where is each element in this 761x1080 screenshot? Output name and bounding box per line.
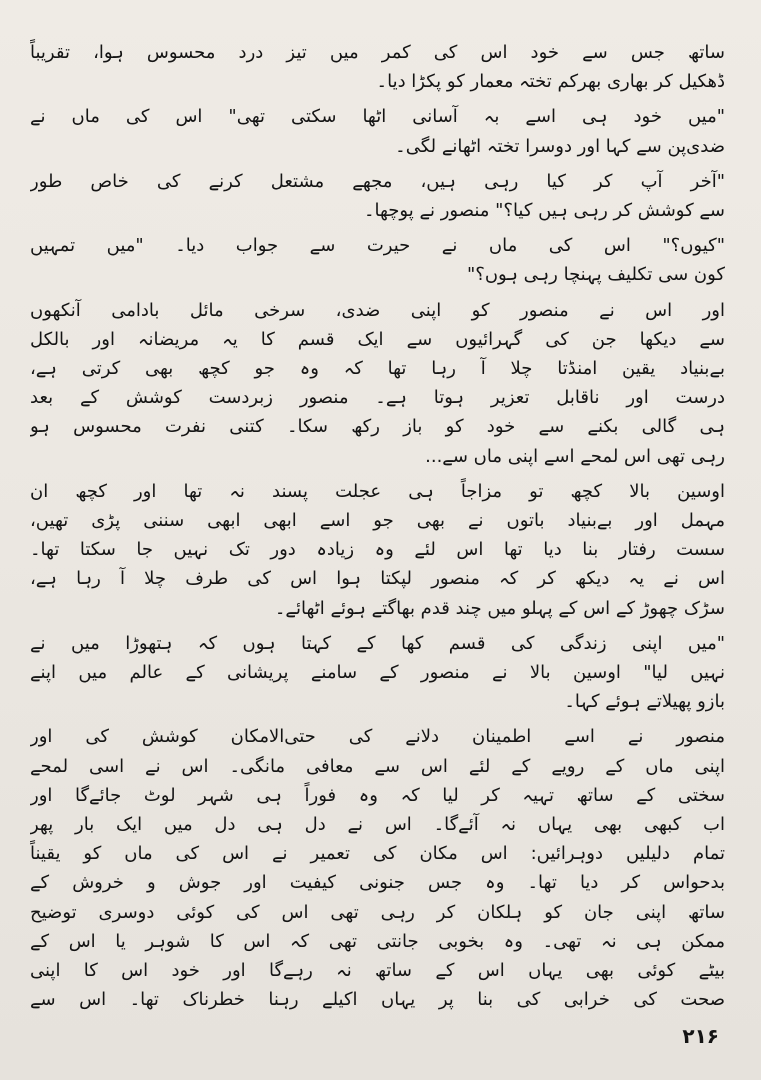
text-line: ساتھ اپنی جان کو ہلکان کر رہی تھی اس کی کوئی دوسری توضیح bbox=[30, 901, 725, 923]
text-line: سڑک چھوڑ کے اس کے پہلو میں چند قدم بھاگتے ہوئے اٹھائے۔ bbox=[274, 597, 725, 619]
paragraph bbox=[30, 477, 725, 623]
text-line: تمام دلیلیں دوہرائیں: اس مکان کی تعمیر نے اس کی ماں کو یقیناً bbox=[30, 843, 725, 865]
text-line: ہی گالی بکنے سے خود کو باز رکھ سکا۔ کتنی نفرت محسوس ہو bbox=[30, 416, 725, 438]
text-line: سے کوشش کر رہی ہیں کیا؟" منصور نے پوچھا۔ bbox=[363, 200, 725, 222]
text-line: اوسین بالا کچھ تو مزاجاً ہی عجلت پسند نہ تھا اور کچھ ان bbox=[30, 480, 725, 502]
text-line: "کیوں؟" اس کی ماں نے حیرت سے جواب دیا۔ "میں تمہیں bbox=[30, 235, 725, 257]
paragraph bbox=[30, 102, 725, 160]
paragraph bbox=[30, 231, 725, 289]
text-line: بدحواس کر دیا تھا۔ وہ جس جنونی کیفیت اور جوش و خروش کے bbox=[30, 872, 725, 894]
paragraph bbox=[30, 629, 725, 717]
paragraph bbox=[30, 38, 725, 96]
text-line: صحت کی خرابی کی بنا پر یہاں اکیلے رہنا خطرناک تھا۔ اس سے bbox=[30, 989, 725, 1011]
text-line: "میں خود ہی اسے بہ آسانی اٹھا سکتی تھی" اس کی ماں نے bbox=[30, 106, 725, 128]
page-number: ۲۱۶ bbox=[682, 1024, 719, 1048]
paragraph bbox=[30, 722, 725, 1014]
paragraph bbox=[30, 167, 725, 225]
text-line: "آخر آپ کر کیا رہی ہیں، مجھے مشتعل کرنے کی خاص طور bbox=[30, 170, 725, 192]
text-line: رہی تھی اس لمحے اسے اپنی ماں سے... bbox=[425, 445, 725, 467]
text-line: اب کبھی بھی یہاں نہ آئےگا۔ اس نے دل ہی دل میں ایک بار پھر bbox=[30, 814, 725, 836]
text-line: مہمل اور بےبنیاد باتوں نے بھی جو اسے ابھی ابھی سننی پڑی تھیں، bbox=[30, 510, 725, 532]
text-line: بیٹے کوئی بھی یہاں اس کے ساتھ نہ رہےگا اور خود اس کا اپنی bbox=[30, 960, 725, 982]
text-line: کون سی تکلیف پہنچا رہی ہوں؟" bbox=[467, 264, 725, 286]
text-line: ممکن ہی نہ تھی۔ وہ بخوبی جانتی تھی کہ اس کا شوہر یا اس کے bbox=[30, 930, 725, 952]
text-line: بازو پھیلاتے ہوئے کہا۔ bbox=[564, 691, 725, 713]
text-line: اور اس نے منصور کو اپنی ضدی، سرخی مائل بادامی آنکھوں bbox=[30, 299, 725, 321]
text-line: نہیں لیا" اوسین بالا نے منصور کے سامنے پریشانی کے عالم میں اپنے bbox=[30, 662, 725, 684]
text-line: ڈھکیل کر بھاری بھرکم تختہ معمار کو پکڑا دیا۔ bbox=[376, 71, 725, 93]
text-line: منصور نے اسے اطمینان دلانے کی حتی‌الامکان کوشش کی اور bbox=[30, 726, 725, 748]
text-line: سختی کے ساتھ تہیہ کر لیا کہ وہ فوراً ہی شہر لوٹ جائےگا اور bbox=[30, 784, 725, 806]
text-line: "میں اپنی زندگی کی قسم کھا کے کہتا ہوں کہ ہتھوڑا میں نے bbox=[30, 632, 725, 654]
page-body bbox=[30, 38, 725, 1015]
text-line: درست اور ناقابل تعزیر ہوتا ہے۔ منصور زبردست کوشش کے بعد bbox=[30, 387, 725, 409]
text-line: سے دیکھا جن کی گہرائیوں سے ایک قسم کا یہ مریضانہ اور بالکل bbox=[30, 328, 725, 350]
text-line: ساتھ جس سے خود اس کی کمر میں تیز درد محسوس ہوا، تقریباً bbox=[30, 42, 725, 63]
paragraph bbox=[30, 296, 725, 471]
text-line: ضدی‌پن سے کہا اور دوسرا تختہ اٹھانے لگی۔ bbox=[395, 135, 725, 157]
text-line: سست رفتار بنا دیا تھا اس لئے وہ زیادہ دور تک نہیں جا سکتا تھا۔ bbox=[30, 539, 725, 561]
text-line: اس نے یہ دیکھ کر کہ منصور لپکتا ہوا اس کی طرف چلا آ رہا ہے، bbox=[30, 568, 725, 590]
text-line: بےبنیاد یقین امنڈتا چلا آ رہا تھا کہ وہ جو کچھ بھی کرتی ہے، bbox=[30, 358, 725, 380]
text-line: اپنی ماں کے رویے کے لئے اس سے معافی مانگی۔ اس نے اسی لمحے bbox=[30, 755, 725, 777]
